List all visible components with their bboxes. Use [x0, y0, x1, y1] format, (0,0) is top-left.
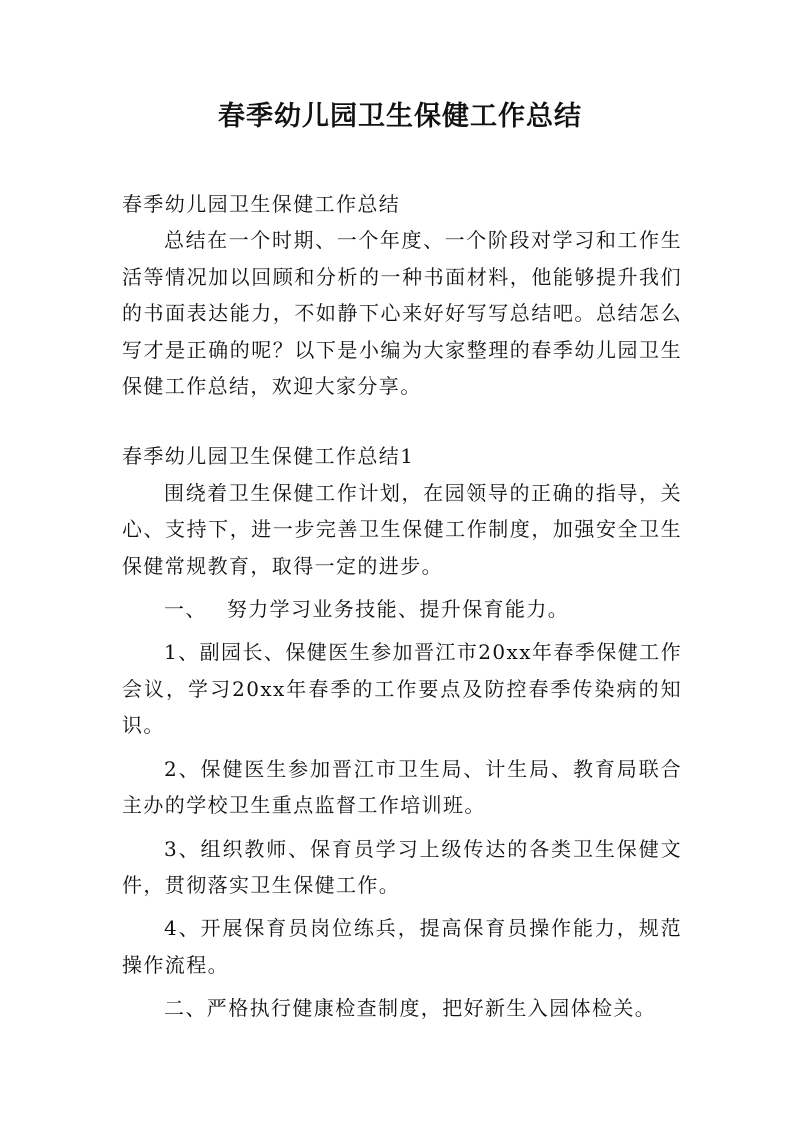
list-item-2: 2、保健医生参加晋江市卫生局、计生局、教育局联合主办的学校卫生重点监督工作培训班。	[122, 756, 682, 818]
point-one	[122, 591, 682, 627]
section-heading: 春季幼儿园卫生保健工作总结1	[122, 444, 415, 469]
list-item-3: 3、组织教师、保育员学习上级传达的各类卫生保健文件，贯彻落实卫生保健工作。	[122, 836, 682, 897]
point-one-text: 努力学习业务技能、提升保育能力。	[226, 597, 570, 622]
document-title: 春季幼儿园卫生保健工作总结	[218, 101, 582, 132]
intro-paragraph: 总结在一个时期、一个年度、一个阶段对学习和工作生活等情况加以回顾和分析的一种书面材料，他能够提升我们的书面表达能力，不如静下心来好好写写总结吧。总结怎么写才是正确的呢？以下是小编为大家整理的春季幼儿园卫生保健工作总结，欢迎大家分享。	[122, 228, 682, 399]
point-one-prefix: 一、	[164, 597, 207, 622]
list-item-4: 4、开展保育员岗位练兵，提高保育员操作能力，规范操作流程。	[122, 916, 682, 977]
point-two: 二、严格执行健康检查制度，把好新生入园体检关。	[164, 996, 657, 1021]
list-item-1: 1、副园长、保健医生参加晋江市20xx年春季保健工作会议，学习20xx年春季的工作要点及防控春季传染病的知识。	[122, 640, 682, 738]
intro-heading: 春季幼儿园卫生保健工作总结	[122, 192, 401, 216]
document-body	[122, 186, 682, 1027]
section-paragraph: 围绕着卫生保健工作计划，在园领导的正确的指导，关心、支持下，进一步完善卫生保健工作制度，加强安全卫生保健常规教育，取得一定的进步。	[122, 480, 682, 578]
